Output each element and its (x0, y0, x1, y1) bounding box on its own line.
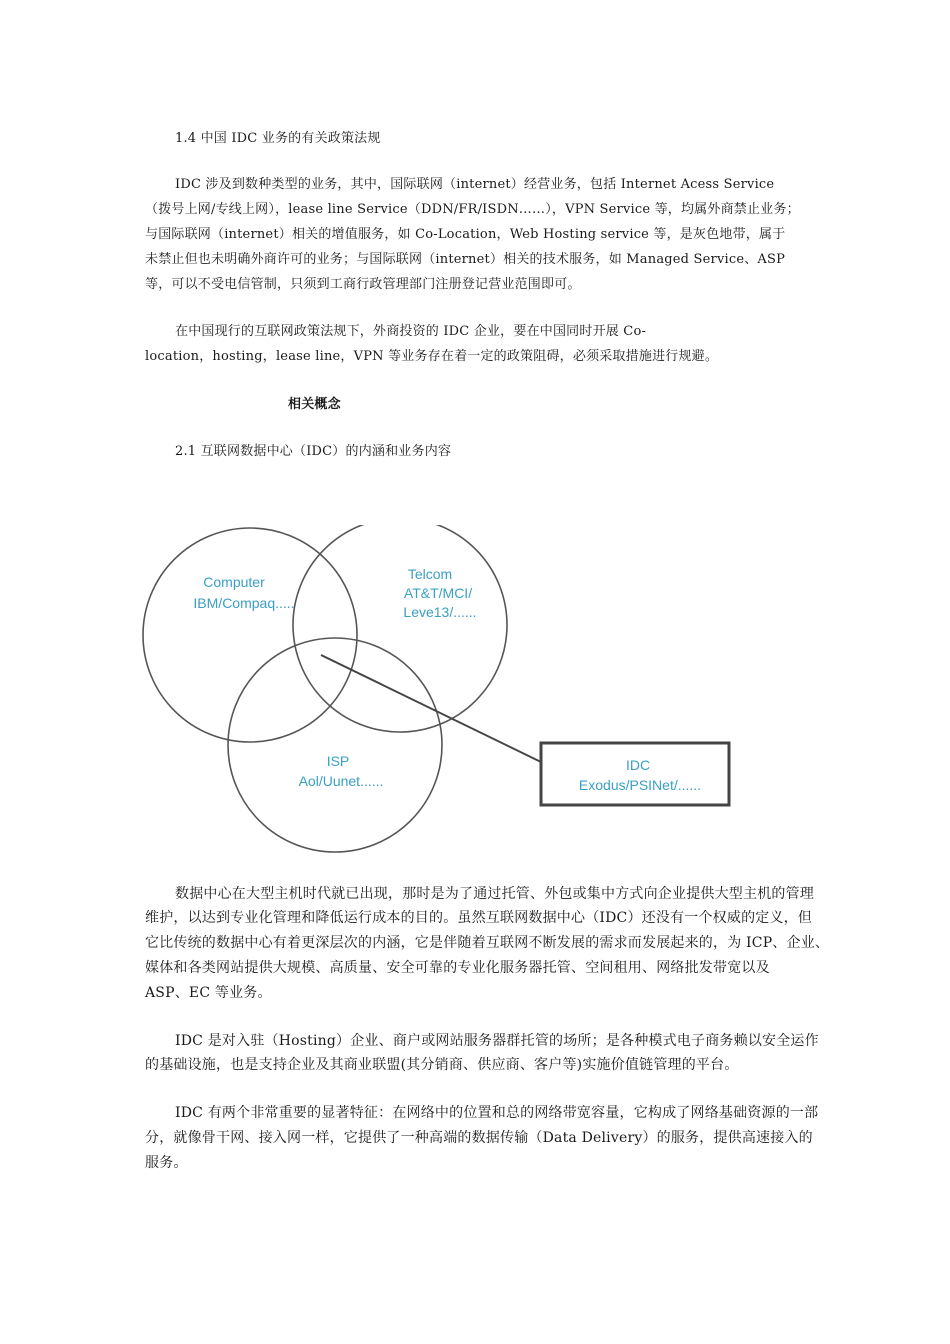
telcom-label: Telcom (407, 566, 453, 582)
text-line: 维护，以达到专业化管理和降低运行成本的目的。虽然互联网数据中心（IDC）还没有一个权威的定义，但 (145, 910, 813, 926)
telcom-circle (293, 525, 507, 732)
text-line: 与国际联网（internet）相关的增值服务，如 Co-Location，Web Hosting service 等，是灰色地带，属于 (145, 227, 786, 242)
text-line: 分，就像骨干网、接入网一样，它提供了一种高端的数据传输（Data Delivery）的服务，提供高速接入的 (145, 1130, 813, 1146)
idc-label: IDC (625, 757, 651, 773)
text-line: （拨号上网/专线上网），lease line Service（DDN/FR/ISDN……），VPN Service 等，均属外商禁止业务； (145, 202, 800, 217)
telcom-examples-1: AT&T/MCI/ (403, 585, 473, 601)
text-line: ASP、EC 等业务。 (145, 985, 272, 1001)
text-line: IDC 是对入驻（Hosting）企业、商户或网站服务器群托管的场所；是各种模式电子商务赖以安全运作 (175, 1033, 819, 1049)
text-line: 媒体和各类网站提供大规模、高质量、安全可靠的专业化服务器托管、空间租用、网络批发带宽以及 (145, 960, 770, 976)
idc-examples: Exodus/PSINet/...... (578, 777, 702, 793)
idc-box (541, 743, 729, 805)
text-line: 数据中心在大型主机时代就已出现，那时是为了通过托管、外包或集中方式向企业提供大型主机的管理 (175, 886, 814, 902)
text-line: 服务。 (145, 1155, 188, 1171)
computer-examples: IBM/Compaq..... (193, 595, 295, 611)
section-heading-1-4: 1.4 中国 IDC 业务的有关政策法规 (175, 131, 381, 146)
text-line: 它比传统的数据中心有着更深层次的内涵，它是伴随着互联网不断发展的需求而发展起来的，为 ICP、企业、 (145, 935, 830, 951)
subsection-heading-2-1: 2.1 互联网数据中心（IDC）的内涵和业务内容 (175, 444, 452, 459)
isp-circle (228, 638, 442, 852)
text-line: location，hosting，lease line，VPN 等业务存在着一定的政策阻碍，必须采取措施进行规避。 (145, 349, 719, 364)
computer-circle (143, 528, 357, 742)
text-line: IDC 涉及到数种类型的业务，其中，国际联网（internet）经营业务，包括 Internet Acess Service (175, 177, 775, 192)
isp-examples: Aol/Uunet...... (298, 773, 384, 789)
idc-connector-line (321, 655, 541, 762)
telcom-examples-2: Leve13/...... (403, 604, 477, 620)
section-title: 相关概念 (288, 397, 341, 412)
text-line: 在中国现行的互联网政策法规下，外商投资的 IDC 企业，要在中国同时开展 Co- (175, 324, 647, 339)
computer-label: Computer (203, 574, 265, 590)
idc-venn-diagram (140, 525, 740, 855)
text-line: 等，可以不受电信管制，只须到工商行政管理部门注册登记营业范围即可。 (145, 277, 581, 292)
text-line: IDC 有两个非常重要的显著特征：在网络中的位置和总的网络带宽容量，它构成了网络基础资源的一部 (175, 1105, 819, 1121)
isp-label: ISP (326, 753, 350, 769)
text-line: 的基础设施，也是支持企业及其商业联盟(其分销商、供应商、客户等)实施价值链管理的平台。 (145, 1057, 739, 1073)
text-line: 未禁止但也未明确外商许可的业务；与国际联网（internet）相关的技术服务，如 Managed Service、ASP (145, 252, 786, 267)
